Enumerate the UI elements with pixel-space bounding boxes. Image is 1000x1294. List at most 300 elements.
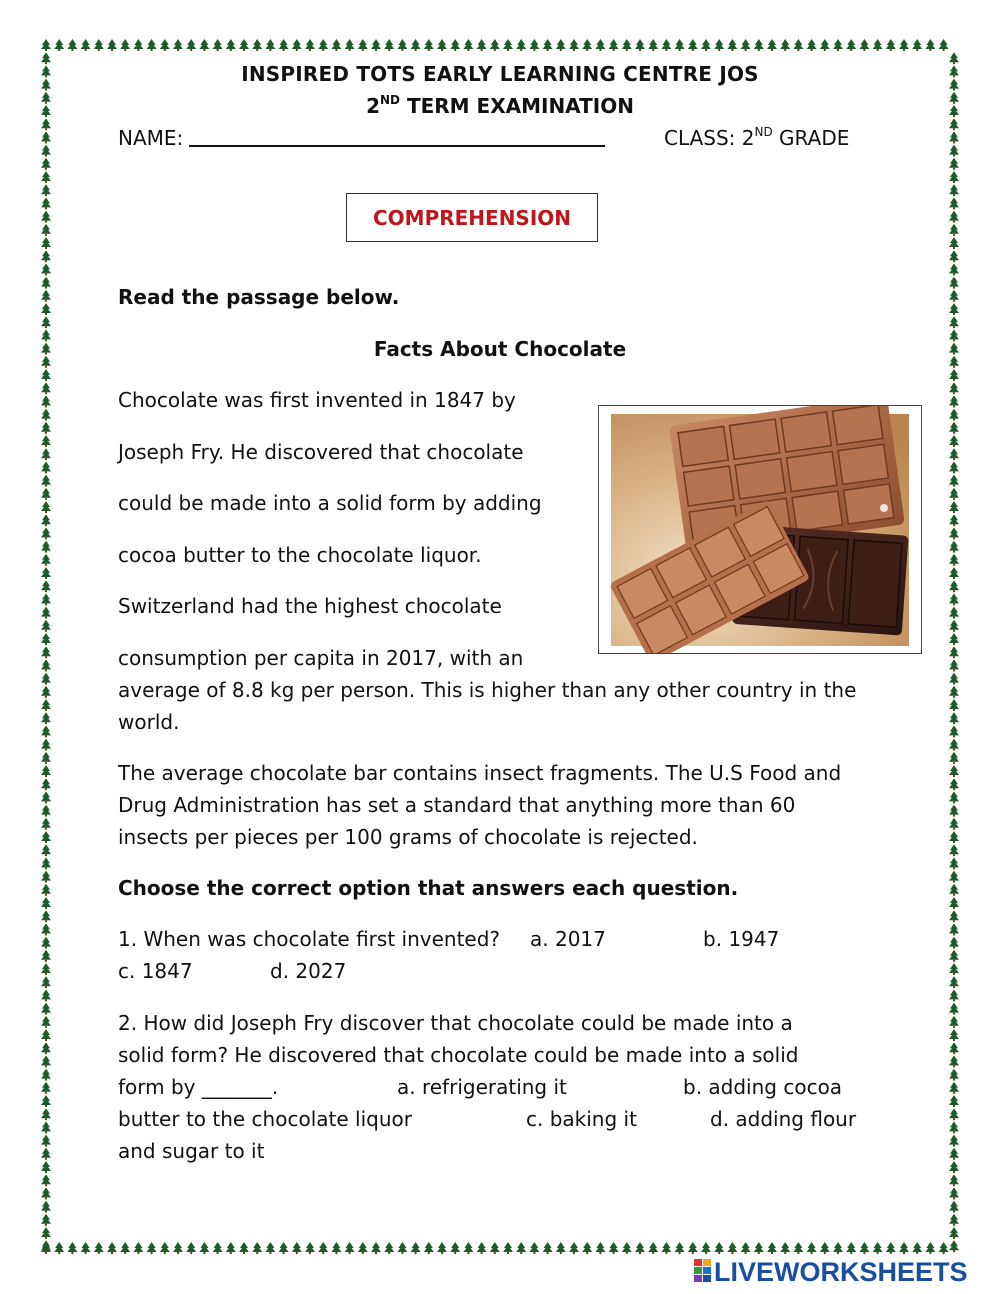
border-tree-icon bbox=[949, 501, 959, 513]
border-tree-icon bbox=[949, 1187, 959, 1199]
border-tree-icon bbox=[949, 923, 959, 935]
border-tree-icon bbox=[949, 765, 959, 777]
border-tree-icon bbox=[371, 39, 381, 51]
border-tree-icon bbox=[949, 1095, 959, 1107]
border-tree-icon bbox=[186, 39, 196, 51]
border-tree-icon bbox=[41, 686, 51, 698]
border-tree-icon bbox=[41, 1187, 51, 1199]
border-tree-icon bbox=[213, 39, 223, 51]
border-tree-icon bbox=[41, 501, 51, 513]
border-tree-icon bbox=[925, 39, 935, 51]
q2-option-d[interactable]: d. adding flour bbox=[710, 1107, 857, 1131]
border-tree-icon bbox=[949, 989, 959, 1001]
border-tree-icon bbox=[41, 1108, 51, 1120]
border-tree-icon bbox=[477, 1242, 487, 1254]
border-tree-icon bbox=[754, 39, 764, 51]
border-tree-icon bbox=[199, 39, 209, 51]
border-tree-icon bbox=[411, 39, 421, 51]
questions-instruction: Choose the correct option that answers each question. bbox=[118, 876, 739, 900]
q1-option-c[interactable]: c. 1847 bbox=[118, 959, 193, 983]
border-tree-icon bbox=[41, 1135, 51, 1147]
border-tree-icon bbox=[912, 39, 922, 51]
border-tree-icon bbox=[41, 1069, 51, 1081]
border-tree-icon bbox=[949, 1227, 959, 1239]
border-tree-icon bbox=[213, 1242, 223, 1254]
border-tree-icon bbox=[767, 1242, 777, 1254]
border-tree-icon bbox=[635, 1242, 645, 1254]
q2-option-c[interactable]: c. baking it bbox=[526, 1107, 637, 1131]
border-tree-icon bbox=[949, 1214, 959, 1226]
border-tree-icon bbox=[648, 1242, 658, 1254]
border-tree-icon bbox=[949, 593, 959, 605]
border-tree-icon bbox=[463, 1242, 473, 1254]
border-tree-icon bbox=[41, 158, 51, 170]
border-tree-icon bbox=[949, 567, 959, 579]
border-tree-icon bbox=[949, 1240, 959, 1252]
name-label: NAME: bbox=[118, 126, 184, 150]
border-tree-icon bbox=[41, 422, 51, 434]
border-tree-icon bbox=[949, 950, 959, 962]
border-tree-icon bbox=[582, 39, 592, 51]
border-tree-icon bbox=[949, 475, 959, 487]
border-tree-icon bbox=[41, 277, 51, 289]
border-tree-icon bbox=[345, 1242, 355, 1254]
border-tree-icon bbox=[41, 778, 51, 790]
border-tree-icon bbox=[94, 39, 104, 51]
border-tree-icon bbox=[41, 131, 51, 143]
border-tree-icon bbox=[949, 250, 959, 262]
border-tree-icon bbox=[949, 778, 959, 790]
border-tree-icon bbox=[305, 39, 315, 51]
border-tree-icon bbox=[949, 541, 959, 553]
border-tree-icon bbox=[41, 224, 51, 236]
border-tree-icon bbox=[949, 725, 959, 737]
border-tree-icon bbox=[331, 1242, 341, 1254]
border-tree-icon bbox=[371, 1242, 381, 1254]
border-tree-icon bbox=[41, 1148, 51, 1160]
border-tree-icon bbox=[949, 435, 959, 447]
passage-continuation: average of 8.8 kg per person. This is higher than any other country in the world. bbox=[118, 678, 857, 734]
border-tree-icon bbox=[450, 1242, 460, 1254]
border-tree-icon bbox=[543, 1242, 553, 1254]
border-tree-icon bbox=[949, 461, 959, 473]
border-tree-icon bbox=[661, 39, 671, 51]
border-tree-icon bbox=[424, 39, 434, 51]
border-tree-icon bbox=[41, 593, 51, 605]
border-tree-icon bbox=[949, 897, 959, 909]
border-tree-icon bbox=[345, 39, 355, 51]
chocolate-image-frame bbox=[598, 405, 922, 654]
border-tree-icon bbox=[949, 514, 959, 526]
border-tree-icon bbox=[949, 831, 959, 843]
border-tree-icon bbox=[437, 39, 447, 51]
border-tree-icon bbox=[859, 1242, 869, 1254]
q1-option-a[interactable]: a. 2017 bbox=[530, 927, 606, 951]
border-tree-icon bbox=[949, 818, 959, 830]
border-tree-icon bbox=[780, 1242, 790, 1254]
border-tree-icon bbox=[949, 871, 959, 883]
border-tree-icon bbox=[807, 39, 817, 51]
border-tree-icon bbox=[41, 844, 51, 856]
border-tree-icon bbox=[41, 976, 51, 988]
border-tree-icon bbox=[41, 184, 51, 196]
border-tree-icon bbox=[160, 1242, 170, 1254]
border-tree-icon bbox=[54, 1242, 64, 1254]
border-tree-icon bbox=[949, 580, 959, 592]
border-tree-icon bbox=[939, 1242, 949, 1254]
border-tree-icon bbox=[622, 1242, 632, 1254]
border-tree-icon bbox=[384, 39, 394, 51]
border-tree-icon bbox=[41, 567, 51, 579]
border-tree-icon bbox=[949, 527, 959, 539]
border-tree-icon bbox=[120, 1242, 130, 1254]
border-tree-icon bbox=[41, 237, 51, 249]
border-tree-icon bbox=[41, 1042, 51, 1054]
border-tree-icon bbox=[54, 39, 64, 51]
border-tree-icon bbox=[833, 1242, 843, 1254]
border-tree-icon bbox=[582, 1242, 592, 1254]
border-tree-icon bbox=[186, 1242, 196, 1254]
border-tree-icon bbox=[949, 316, 959, 328]
passage-line: could be made into a solid form by adding bbox=[118, 491, 542, 515]
border-tree-icon bbox=[279, 39, 289, 51]
border-tree-icon bbox=[41, 435, 51, 447]
border-tree-icon bbox=[949, 303, 959, 315]
border-tree-icon bbox=[648, 39, 658, 51]
border-tree-icon bbox=[569, 1242, 579, 1254]
border-tree-icon bbox=[41, 857, 51, 869]
border-tree-icon bbox=[41, 369, 51, 381]
question-2-line: 2. How did Joseph Fry discover that chocolate could be made into a bbox=[118, 1011, 793, 1035]
border-tree-icon bbox=[949, 488, 959, 500]
border-tree-icon bbox=[949, 1121, 959, 1133]
border-tree-icon bbox=[873, 1242, 883, 1254]
border-tree-icon bbox=[949, 554, 959, 566]
border-tree-icon bbox=[41, 541, 51, 553]
border-tree-icon bbox=[41, 831, 51, 843]
q1-option-b[interactable]: b. 1947 bbox=[703, 927, 780, 951]
border-tree-icon bbox=[41, 263, 51, 275]
border-tree-icon bbox=[41, 633, 51, 645]
border-tree-icon bbox=[820, 39, 830, 51]
border-tree-icon bbox=[949, 171, 959, 183]
border-tree-icon bbox=[41, 950, 51, 962]
border-tree-icon bbox=[675, 39, 685, 51]
border-tree-icon bbox=[41, 963, 51, 975]
border-tree-icon bbox=[949, 263, 959, 275]
question-1: 1. When was chocolate first invented? bbox=[118, 927, 501, 951]
border-tree-icon bbox=[949, 118, 959, 130]
border-tree-icon bbox=[411, 1242, 421, 1254]
border-tree-icon bbox=[41, 712, 51, 724]
border-tree-icon bbox=[767, 39, 777, 51]
border-tree-icon bbox=[477, 39, 487, 51]
border-tree-icon bbox=[239, 39, 249, 51]
border-tree-icon bbox=[949, 620, 959, 632]
border-tree-icon bbox=[41, 1214, 51, 1226]
border-tree-icon bbox=[41, 39, 51, 51]
border-tree-icon bbox=[41, 303, 51, 315]
q2-option-a[interactable]: a. refrigerating it bbox=[397, 1075, 567, 1099]
border-tree-icon bbox=[949, 1003, 959, 1015]
border-tree-icon bbox=[949, 659, 959, 671]
chocolate-bars-image bbox=[599, 406, 921, 653]
passage-line: Joseph Fry. He discovered that chocolate bbox=[118, 440, 524, 464]
border-tree-icon bbox=[41, 791, 51, 803]
border-tree-icon bbox=[265, 39, 275, 51]
border-tree-icon bbox=[949, 739, 959, 751]
border-tree-icon bbox=[949, 646, 959, 658]
border-tree-icon bbox=[41, 554, 51, 566]
border-tree-icon bbox=[529, 39, 539, 51]
border-tree-icon bbox=[41, 923, 51, 935]
name-input-line[interactable] bbox=[189, 127, 605, 147]
border-tree-icon bbox=[949, 422, 959, 434]
border-tree-icon bbox=[949, 158, 959, 170]
border-tree-icon bbox=[252, 39, 262, 51]
read-instruction: Read the passage below. bbox=[118, 285, 400, 309]
border-tree-icon bbox=[622, 39, 632, 51]
border-tree-icon bbox=[318, 39, 328, 51]
border-tree-icon bbox=[41, 805, 51, 817]
border-tree-icon bbox=[688, 1242, 698, 1254]
border-tree-icon bbox=[41, 937, 51, 949]
border-tree-icon bbox=[949, 1069, 959, 1081]
border-tree-icon bbox=[41, 1161, 51, 1173]
border-tree-icon bbox=[463, 39, 473, 51]
border-tree-icon bbox=[949, 633, 959, 645]
border-tree-icon bbox=[81, 39, 91, 51]
border-tree-icon bbox=[41, 871, 51, 883]
border-tree-icon bbox=[384, 1242, 394, 1254]
border-tree-icon bbox=[318, 1242, 328, 1254]
border-tree-icon bbox=[41, 607, 51, 619]
border-tree-icon bbox=[595, 39, 605, 51]
border-tree-icon bbox=[833, 39, 843, 51]
border-tree-icon bbox=[949, 369, 959, 381]
passage-line: Switzerland had the highest chocolate bbox=[118, 594, 502, 618]
border-tree-icon bbox=[949, 448, 959, 460]
border-tree-icon bbox=[949, 686, 959, 698]
class-label: CLASS: 2ND GRADE bbox=[664, 125, 850, 150]
border-tree-icon bbox=[701, 39, 711, 51]
border-tree-icon bbox=[949, 963, 959, 975]
border-tree-icon bbox=[949, 237, 959, 249]
border-tree-icon bbox=[41, 250, 51, 262]
border-tree-icon bbox=[41, 910, 51, 922]
border-tree-icon bbox=[556, 39, 566, 51]
border-tree-icon bbox=[949, 1108, 959, 1120]
border-tree-icon bbox=[41, 1003, 51, 1015]
brand-name: LIVEWORKSHEETS bbox=[714, 1257, 968, 1285]
border-tree-icon bbox=[41, 752, 51, 764]
border-tree-icon bbox=[846, 1242, 856, 1254]
border-tree-icon bbox=[556, 1242, 566, 1254]
border-tree-icon bbox=[147, 1242, 157, 1254]
border-tree-icon bbox=[949, 673, 959, 685]
border-tree-icon bbox=[701, 1242, 711, 1254]
border-tree-icon bbox=[437, 1242, 447, 1254]
border-tree-icon bbox=[41, 1227, 51, 1239]
border-tree-icon bbox=[424, 1242, 434, 1254]
border-tree-icon bbox=[949, 184, 959, 196]
border-tree-icon bbox=[305, 1242, 315, 1254]
border-tree-icon bbox=[949, 1029, 959, 1041]
border-tree-icon bbox=[41, 290, 51, 302]
border-tree-icon bbox=[595, 1242, 605, 1254]
q2-option-b[interactable]: b. adding cocoa bbox=[683, 1075, 843, 1099]
border-tree-icon bbox=[886, 39, 896, 51]
border-tree-icon bbox=[949, 1016, 959, 1028]
border-tree-icon bbox=[397, 1242, 407, 1254]
border-tree-icon bbox=[727, 39, 737, 51]
border-tree-icon bbox=[133, 39, 143, 51]
border-tree-icon bbox=[41, 316, 51, 328]
border-tree-icon bbox=[41, 1174, 51, 1186]
liveworksheets-watermark[interactable] bbox=[692, 1255, 992, 1285]
border-tree-icon bbox=[899, 1242, 909, 1254]
border-tree-icon bbox=[41, 395, 51, 407]
border-tree-icon bbox=[949, 395, 959, 407]
border-tree-icon bbox=[949, 1161, 959, 1173]
border-tree-icon bbox=[41, 118, 51, 130]
border-tree-icon bbox=[41, 989, 51, 1001]
border-tree-icon bbox=[516, 1242, 526, 1254]
border-tree-icon bbox=[279, 1242, 289, 1254]
border-tree-icon bbox=[873, 39, 883, 51]
border-tree-icon bbox=[807, 1242, 817, 1254]
border-tree-icon bbox=[635, 39, 645, 51]
border-tree-icon bbox=[949, 976, 959, 988]
border-tree-icon bbox=[949, 805, 959, 817]
border-tree-icon bbox=[358, 39, 368, 51]
passage-line: Chocolate was first invented in 1847 by bbox=[118, 388, 516, 412]
border-tree-icon bbox=[41, 461, 51, 473]
passage-paragraph-2: The average chocolate bar contains insect fragments. The U.S Food and Drug Administration has set a standard that anything more than 60 insects per pieces per 100 grams of chocolate is rejected. bbox=[118, 761, 842, 849]
border-tree-icon bbox=[949, 857, 959, 869]
passage-line: cocoa butter to the chocolate liquor. bbox=[118, 543, 482, 567]
border-tree-icon bbox=[41, 1201, 51, 1213]
border-tree-icon bbox=[949, 382, 959, 394]
border-tree-icon bbox=[925, 1242, 935, 1254]
q2-option-b-cont[interactable]: butter to the chocolate liquor bbox=[118, 1107, 412, 1131]
exam-title: 2ND TERM EXAMINATION bbox=[366, 93, 634, 118]
q2-option-d-cont[interactable]: and sugar to it bbox=[118, 1139, 265, 1163]
border-tree-icon bbox=[41, 699, 51, 711]
border-tree-icon bbox=[41, 884, 51, 896]
border-tree-icon bbox=[41, 646, 51, 658]
border-tree-icon bbox=[107, 39, 117, 51]
border-tree-icon bbox=[741, 1242, 751, 1254]
border-tree-icon bbox=[714, 39, 724, 51]
section-title: COMPREHENSION bbox=[372, 205, 572, 230]
border-tree-icon bbox=[160, 39, 170, 51]
border-tree-icon bbox=[173, 1242, 183, 1254]
border-tree-icon bbox=[741, 39, 751, 51]
border-tree-icon bbox=[949, 1135, 959, 1147]
border-tree-icon bbox=[133, 1242, 143, 1254]
section-title-box bbox=[346, 193, 598, 242]
passage-title: Facts About Chocolate bbox=[373, 337, 627, 361]
border-tree-icon bbox=[793, 39, 803, 51]
border-tree-icon bbox=[265, 1242, 275, 1254]
border-tree-icon bbox=[41, 580, 51, 592]
border-tree-icon bbox=[949, 884, 959, 896]
border-tree-icon bbox=[226, 1242, 236, 1254]
border-tree-icon bbox=[397, 39, 407, 51]
border-tree-icon bbox=[292, 1242, 302, 1254]
border-tree-icon bbox=[949, 211, 959, 223]
border-tree-icon bbox=[41, 818, 51, 830]
border-tree-icon bbox=[41, 171, 51, 183]
border-tree-icon bbox=[41, 1082, 51, 1094]
question-2-blank: form by _______. bbox=[118, 1075, 279, 1099]
border-tree-icon bbox=[793, 1242, 803, 1254]
border-tree-icon bbox=[252, 1242, 262, 1254]
border-tree-icon bbox=[949, 224, 959, 236]
border-tree-icon bbox=[226, 39, 236, 51]
border-tree-icon bbox=[688, 39, 698, 51]
border-tree-icon bbox=[41, 197, 51, 209]
border-tree-icon bbox=[331, 39, 341, 51]
border-tree-icon bbox=[846, 39, 856, 51]
border-tree-icon bbox=[41, 659, 51, 671]
border-tree-icon bbox=[949, 844, 959, 856]
border-tree-icon bbox=[41, 725, 51, 737]
border-tree-icon bbox=[661, 1242, 671, 1254]
border-tree-icon bbox=[949, 131, 959, 143]
border-tree-icon bbox=[41, 448, 51, 460]
border-tree-icon bbox=[94, 1242, 104, 1254]
border-tree-icon bbox=[949, 145, 959, 157]
border-tree-icon bbox=[41, 475, 51, 487]
border-tree-icon bbox=[727, 1242, 737, 1254]
border-tree-icon bbox=[292, 39, 302, 51]
border-tree-icon bbox=[41, 673, 51, 685]
border-tree-icon bbox=[41, 1016, 51, 1028]
border-tree-icon bbox=[490, 1242, 500, 1254]
border-tree-icon bbox=[949, 791, 959, 803]
liveworksheets-logo-icon bbox=[694, 1259, 711, 1282]
border-tree-icon bbox=[949, 607, 959, 619]
border-tree-icon bbox=[543, 39, 553, 51]
border-tree-icon bbox=[949, 290, 959, 302]
border-tree-icon bbox=[41, 1029, 51, 1041]
border-tree-icon bbox=[173, 39, 183, 51]
border-tree-icon bbox=[949, 277, 959, 289]
border-tree-icon bbox=[41, 488, 51, 500]
border-tree-icon bbox=[859, 39, 869, 51]
border-tree-icon bbox=[41, 620, 51, 632]
border-tree-icon bbox=[675, 1242, 685, 1254]
border-tree-icon bbox=[516, 39, 526, 51]
border-tree-icon bbox=[41, 211, 51, 223]
border-tree-icon bbox=[949, 1055, 959, 1067]
q1-option-d[interactable]: d. 2027 bbox=[270, 959, 347, 983]
border-tree-icon bbox=[147, 39, 157, 51]
border-tree-icon bbox=[503, 1242, 513, 1254]
border-tree-icon bbox=[886, 1242, 896, 1254]
border-tree-icon bbox=[239, 1242, 249, 1254]
border-tree-icon bbox=[949, 1174, 959, 1186]
border-tree-icon bbox=[41, 514, 51, 526]
border-tree-icon bbox=[949, 197, 959, 209]
border-tree-icon bbox=[714, 1242, 724, 1254]
border-tree-icon bbox=[41, 765, 51, 777]
border-tree-icon bbox=[949, 1148, 959, 1160]
border-tree-icon bbox=[199, 1242, 209, 1254]
border-tree-icon bbox=[41, 1095, 51, 1107]
